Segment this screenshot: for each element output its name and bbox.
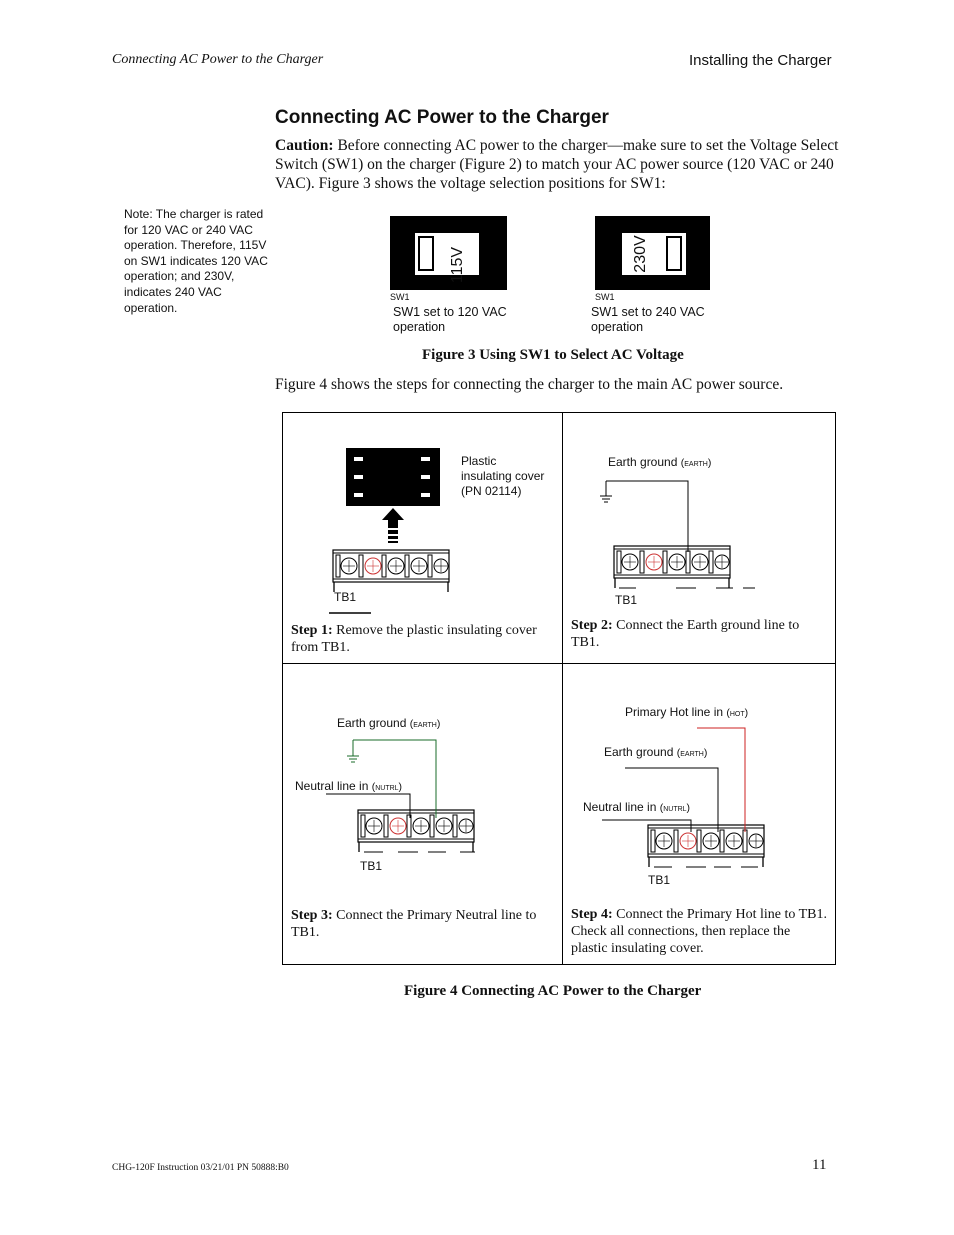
figure4-intro: Figure 4 shows the steps for connecting the charger to the main AC power source. [275, 376, 784, 393]
neutral-code-step4: (nutrl) [659, 802, 691, 814]
earth-label-step3-text: Earth ground [337, 716, 407, 730]
page-title: Connecting AC Power to the Charger [275, 107, 609, 128]
cover-label-line3: (PN 02114) [461, 484, 522, 498]
neutral-label-step4-text: Neutral line in [583, 800, 657, 814]
sw1-240-caption-line1: SW1 set to 240 VAC [591, 305, 705, 319]
running-header-section: Connecting AC Power to the Charger [112, 52, 324, 67]
earth-code-step4: (earth) [676, 747, 708, 759]
step1-label: Step 1: [291, 623, 333, 638]
sw1-240-caption-line2: operation [591, 320, 644, 334]
cover-label [461, 454, 544, 499]
figure3-caption: Figure 3 Using SW1 to Select AC Voltage [422, 347, 684, 363]
step3-text [291, 907, 551, 941]
step2-body: Connect the Earth ground line to TB1. [571, 618, 800, 650]
earth-label-step2-text: Earth ground [608, 455, 678, 469]
step2-label: Step 2: [571, 618, 613, 633]
neutral-label-step3 [295, 779, 402, 795]
neutral-label-step3-text: Neutral line in [295, 779, 369, 793]
step4-body: Connect the Primary Hot line to TB1. Check all connections, then replace the plastic insulating cover. [571, 907, 828, 956]
neutral-label-step4 [583, 800, 690, 816]
hot-code-step4: (hot) [726, 707, 749, 719]
running-header-chapter: Installing the Charger [689, 52, 832, 69]
earth-code-step2: (earth) [680, 457, 712, 469]
cover-label-line1: Plastic [461, 454, 497, 468]
tb1-label-step2: TB1 [615, 593, 638, 607]
step2-text [571, 617, 826, 651]
earth-label-step3 [337, 716, 440, 732]
figure4-caption: Figure 4 Connecting AC Power to the Charger [404, 983, 702, 999]
footer-doc-id: CHG-120F Instruction 03/21/01 PN 50888:B0 [112, 1163, 289, 1173]
hot-label-step4 [625, 705, 748, 721]
step4-label: Step 4: [571, 907, 613, 922]
earth-label-step4-text: Earth ground [604, 745, 674, 759]
step3-label: Step 3: [291, 908, 333, 923]
neutral-code-step3: (nutrl) [371, 781, 403, 793]
step3-body: Connect the Primary Neutral line to TB1. [291, 908, 537, 940]
margin-note: Note: The charger is rated for 120 VAC or 240 VAC operation. Therefore, 115V on SW1 indicates 120 VAC operation; and 230V, indicates 240 VAC operation. [124, 207, 268, 315]
step1-body: Remove the plastic insulating cover from TB1. [291, 623, 537, 655]
sw1-120-caption-line2: operation [393, 320, 446, 334]
earth-label-step4 [604, 745, 707, 761]
sw1-120-caption-line1: SW1 set to 120 VAC [393, 305, 507, 319]
caution-text: Before connecting AC power to the charger—make sure to set the Voltage Select Switch (SW1) on the charger (Figure 2) to match your AC power source (120 VAC or 240 VAC). Figure 3 shows the voltage selection positions for SW1: [275, 137, 839, 192]
switch-voltage-230: 230V [632, 235, 649, 273]
earth-code-step3: (earth) [409, 718, 441, 730]
sw1-label-right: SW1 [595, 292, 615, 302]
switch-voltage-115: 115V [449, 246, 466, 284]
tb1-label-step4: TB1 [648, 873, 671, 887]
sw1-label-left: SW1 [390, 292, 410, 302]
step1-text [291, 622, 551, 656]
cover-label-line2: insulating cover [461, 469, 545, 483]
step4-text [571, 906, 829, 957]
page-number: 11 [812, 1157, 827, 1173]
caution-label: Caution: [275, 137, 334, 154]
hot-label-step4-text: Primary Hot line in [625, 705, 724, 719]
earth-label-step2 [608, 455, 711, 471]
tb1-label-step1: TB1 [334, 590, 357, 604]
tb1-label-step3: TB1 [360, 859, 383, 873]
